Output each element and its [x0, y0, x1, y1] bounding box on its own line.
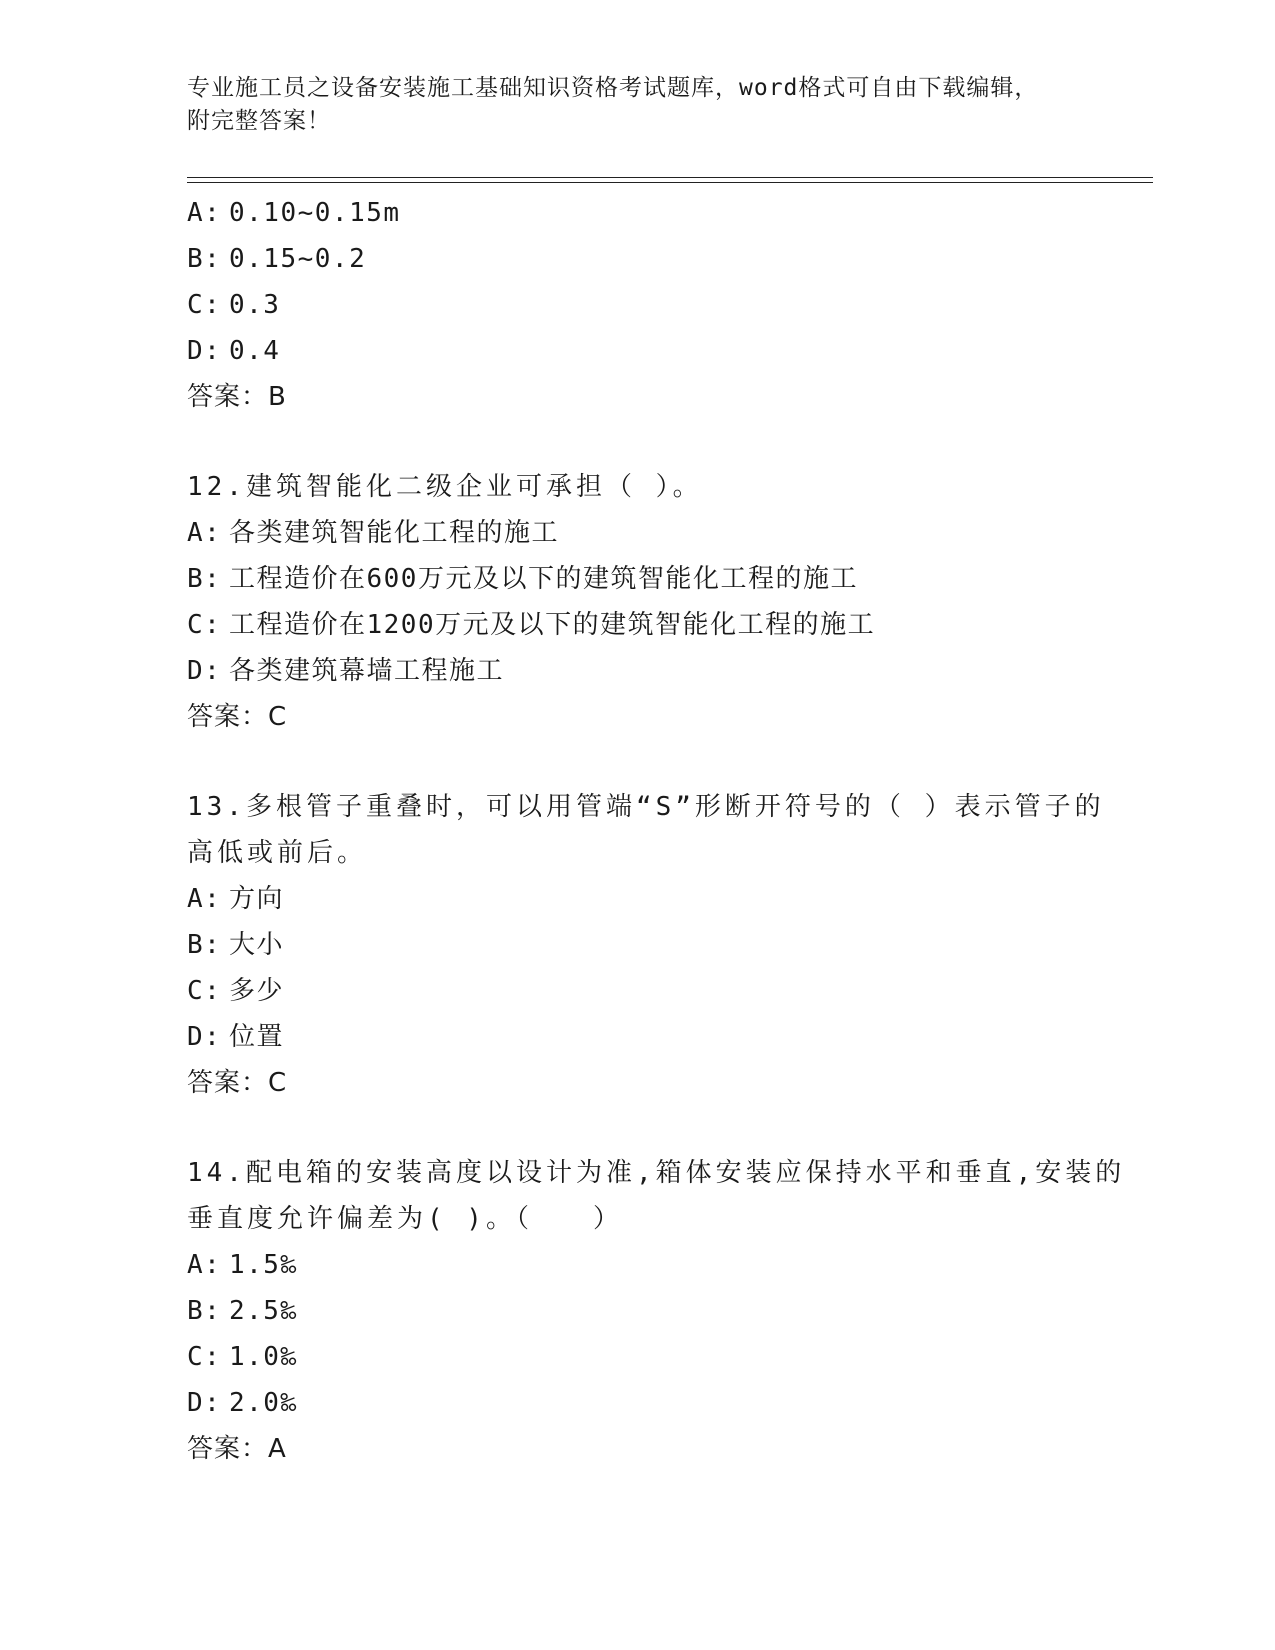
option-key: D: — [187, 656, 222, 686]
option-text: 多少 — [229, 976, 285, 1006]
question-line: 12.建筑智能化二级企业可承担（ ）。 — [187, 472, 703, 502]
option-text: 各类建筑幕墙工程施工 — [229, 656, 505, 686]
question-line: 高低或前后。 — [187, 838, 368, 868]
header-line-1: 专业施工员之设备安装施工基础知识资格考试题库，word格式可自由下载编辑， — [187, 75, 1039, 101]
header-divider-top — [187, 177, 1153, 178]
option-key: C: — [187, 976, 222, 1006]
option-text: 0.15~0.2 — [229, 244, 367, 274]
option-text: 大小 — [229, 930, 285, 960]
question-list — [187, 190, 1126, 1472]
option-text: 1.0‰ — [229, 1342, 298, 1372]
option-key: B: — [187, 1296, 222, 1326]
question-line: 垂直度允许偏差为( )。（ ） — [187, 1204, 623, 1234]
option-key: A: — [187, 198, 222, 228]
option-b — [187, 922, 1087, 968]
question-12 — [187, 464, 1087, 740]
option-a — [187, 510, 1087, 556]
option-b — [187, 556, 1087, 602]
option-c — [187, 1334, 1087, 1380]
option-text: 工程造价在1200万元及以下的建筑智能化工程的施工 — [229, 610, 876, 640]
question-text — [187, 1150, 1126, 1242]
option-c — [187, 282, 1087, 328]
answer-line: 答案：A — [187, 1434, 287, 1464]
option-text: 0.10~0.15m — [229, 198, 401, 228]
option-a — [187, 1242, 1087, 1288]
question-13 — [187, 784, 1105, 1106]
option-key: B: — [187, 244, 222, 274]
option-text: 2.5‰ — [229, 1296, 298, 1326]
option-c — [187, 968, 1087, 1014]
option-text: 各类建筑智能化工程的施工 — [229, 518, 560, 548]
document-header — [187, 72, 1067, 138]
question-14 — [187, 1150, 1126, 1472]
option-text: 方向 — [229, 884, 285, 914]
question-11 — [187, 190, 1087, 420]
option-c — [187, 602, 1087, 648]
option-key: C: — [187, 1342, 222, 1372]
answer-line: 答案：C — [187, 702, 288, 732]
option-text: 位置 — [229, 1022, 285, 1052]
option-key: D: — [187, 1388, 222, 1418]
question-line: 14.配电箱的安装高度以设计为准,箱体安装应保持水平和垂直,安装的 — [187, 1158, 1126, 1188]
header-divider-bottom — [187, 182, 1153, 183]
answer-line: 答案：B — [187, 382, 287, 412]
option-text: 1.5‰ — [229, 1250, 298, 1280]
option-key: D: — [187, 1022, 222, 1052]
option-text: 工程造价在600万元及以下的建筑智能化工程的施工 — [229, 564, 858, 594]
option-text: 0.3 — [229, 290, 281, 320]
option-d — [187, 1380, 1087, 1426]
option-key: C: — [187, 610, 222, 640]
option-b — [187, 1288, 1087, 1334]
option-text: 2.0‰ — [229, 1388, 298, 1418]
option-d — [187, 328, 1087, 374]
option-key: C: — [187, 290, 222, 320]
option-d — [187, 1014, 1087, 1060]
option-key: B: — [187, 564, 222, 594]
question-line: 13.多根管子重叠时，可以用管端“S”形断开符号的（ ）表示管子的 — [187, 792, 1105, 822]
option-key: A: — [187, 884, 222, 914]
option-key: B: — [187, 930, 222, 960]
option-text: 0.4 — [229, 336, 281, 366]
option-key: A: — [187, 1250, 222, 1280]
option-key: A: — [187, 518, 222, 548]
option-b — [187, 236, 1087, 282]
option-key: D: — [187, 336, 222, 366]
option-d — [187, 648, 1087, 694]
option-a — [187, 876, 1087, 922]
option-a — [187, 190, 1087, 236]
answer-line: 答案：C — [187, 1068, 288, 1098]
header-line-2: 附完整答案！ — [187, 108, 331, 134]
question-text — [187, 784, 1105, 876]
question-text — [187, 464, 1067, 510]
